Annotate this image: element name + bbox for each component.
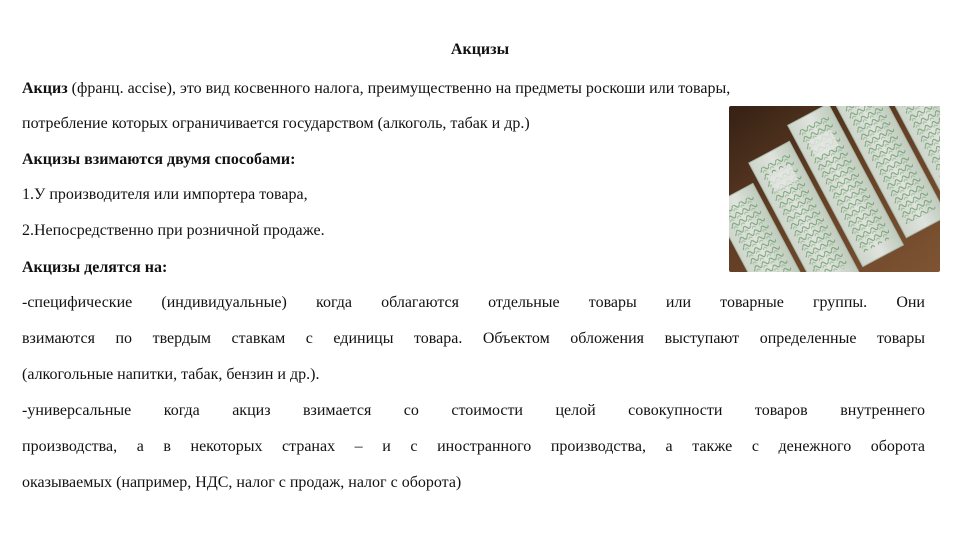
page-title: Акцизы <box>450 41 510 58</box>
specific-line-1: -специфические (индивидуальные) когда облагаются отдельные товары или товарные группы. Они <box>22 294 925 311</box>
method-item-1: 1.У производителя или импортера товара, <box>22 186 308 203</box>
intro-line-1 <box>22 79 730 99</box>
specific-line-2: взимаются по твердым ставкам с единицы товара. Объектом обложения выступают определенные товары <box>22 330 925 347</box>
method-item-2: 2.Непосредственно при розничной продаже. <box>22 222 325 239</box>
intro-definition: (франц. accise), это вид косвенного налога, преимущественно на предметы роскоши или товары, <box>67 80 731 97</box>
universal-line-3: оказываемых (например, НДС, налог с продаж, налог с оборота) <box>22 474 462 491</box>
types-heading: Акцизы делятся на: <box>22 259 168 276</box>
universal-line-1: -универсальные когда акциз взимается со стоимости целой совокупности товаров внутреннего <box>22 402 925 419</box>
universal-line-2: производства, а в некоторых странах – и с иностранного производства, а также с денежного оборота <box>22 438 925 455</box>
term-excise: Акциз <box>22 80 68 97</box>
methods-heading: Акцизы взимаются двумя способами: <box>22 151 296 168</box>
intro-line-2: потребление которых ограничивается государством (алкоголь, табак и др.) <box>22 115 530 132</box>
excise-stamps-image <box>729 106 940 272</box>
specific-line-3: (алкогольные напитки, табак, бензин и др.). <box>22 366 320 383</box>
excise-stamps-photo <box>729 106 940 272</box>
